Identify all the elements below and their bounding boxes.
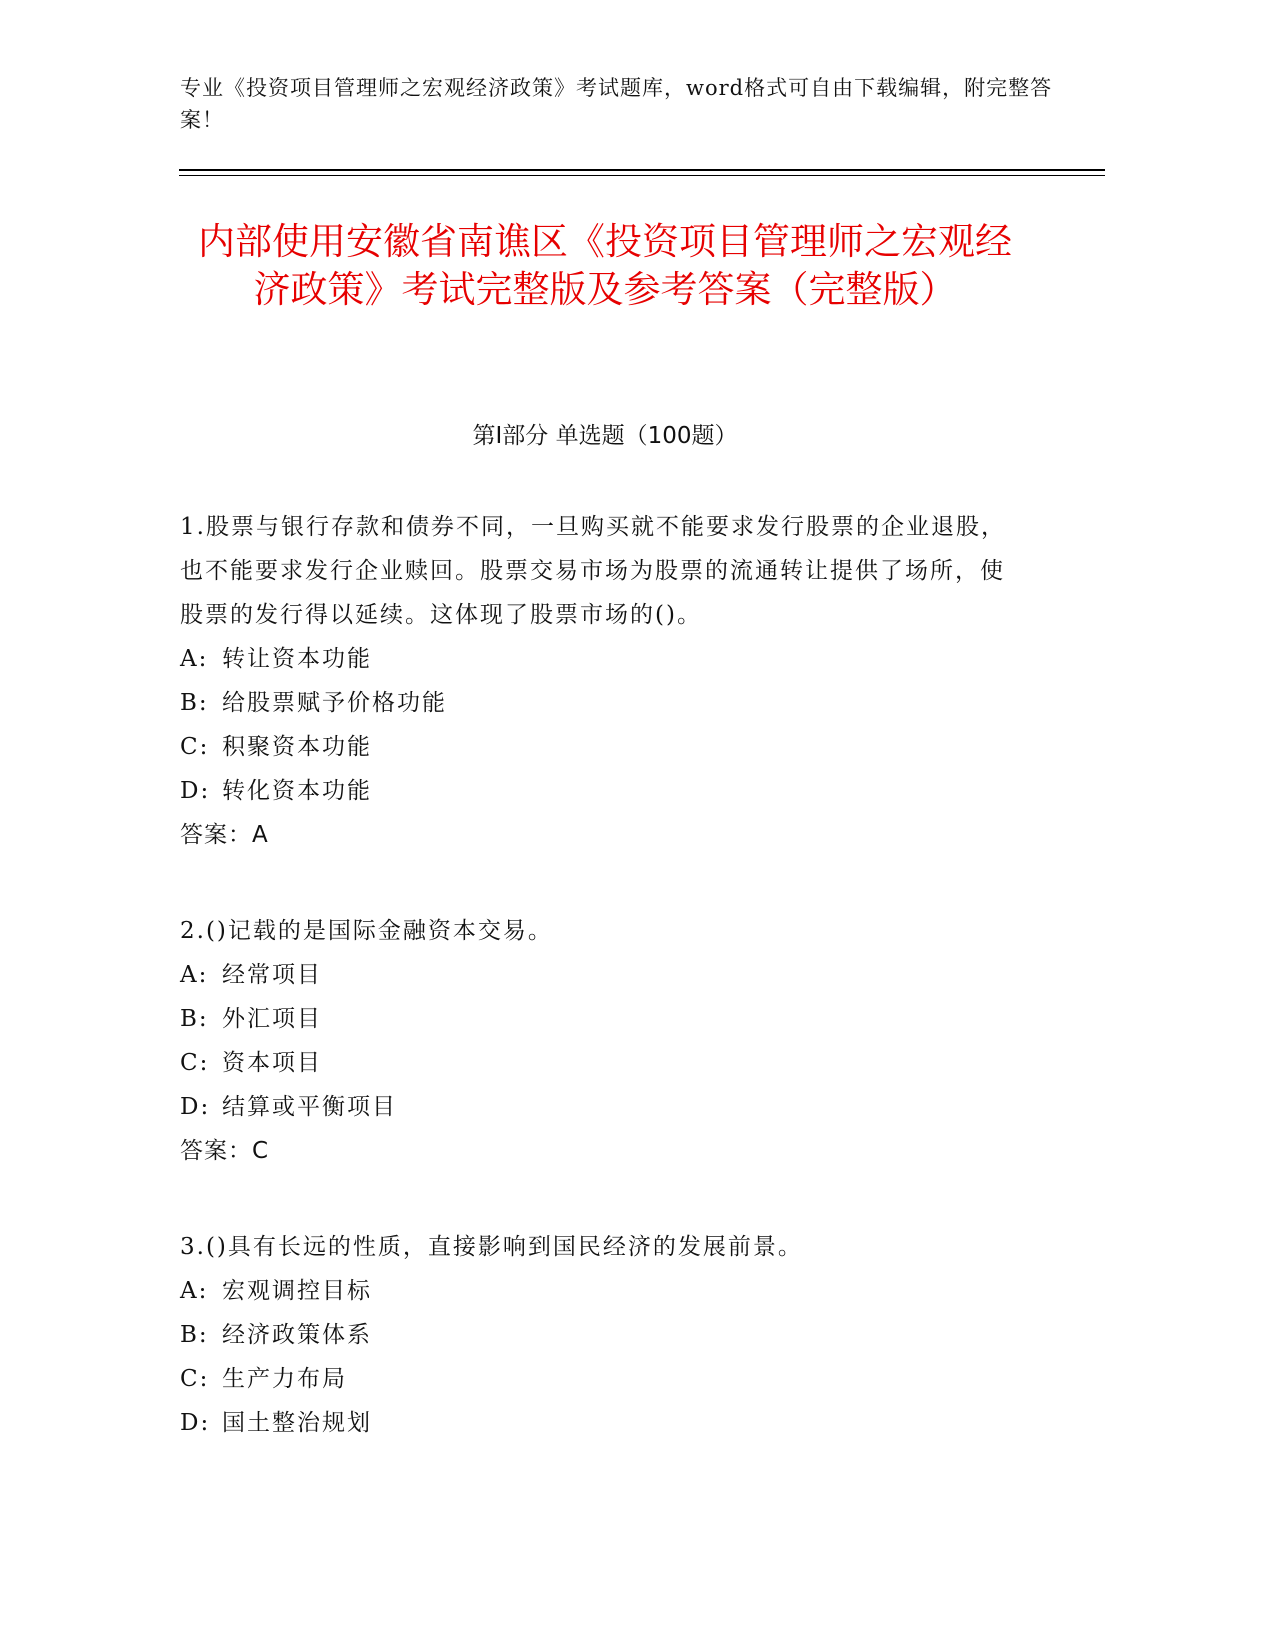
option-c	[180, 1041, 1020, 1085]
answer-value: A	[252, 822, 269, 848]
option-letter: B:	[180, 1322, 209, 1348]
question-number: 3.	[180, 1234, 206, 1260]
option-b	[180, 997, 1020, 1041]
option-b	[180, 1313, 1020, 1357]
answer-label: 答案：	[180, 1138, 252, 1164]
option-letter: D:	[180, 778, 211, 804]
question-text	[180, 909, 1020, 953]
answer-value: C	[252, 1138, 270, 1164]
option-a	[180, 953, 1020, 997]
option-letter: C:	[180, 1366, 210, 1392]
option-letter: B:	[180, 690, 209, 716]
header-rule	[179, 169, 1105, 171]
answer-line	[180, 813, 1020, 857]
option-letter: D:	[180, 1094, 211, 1120]
question-text	[180, 1225, 1020, 1269]
answer-line	[180, 1129, 1020, 1173]
option-a	[180, 637, 1020, 681]
option-text: 转化资本功能	[222, 778, 372, 804]
option-letter: D:	[180, 1410, 211, 1436]
question-list	[180, 505, 1020, 1497]
header-note: 专业《投资项目管理师之宏观经济政策》考试题库，word格式可自由下载编辑，附完整答案！	[180, 76, 1053, 132]
option-letter: A:	[180, 646, 209, 672]
option-text: 国土整治规划	[222, 1410, 372, 1436]
header-rule-thin	[179, 175, 1105, 176]
question-number: 2.	[180, 918, 206, 944]
question-2	[180, 909, 1020, 1173]
option-a	[180, 1269, 1020, 1313]
option-d	[180, 1085, 1020, 1129]
question-stem: ()记载的是国际金融资本交易。	[205, 918, 553, 944]
option-text: 给股票赋予价格功能	[222, 690, 447, 716]
option-text: 转让资本功能	[222, 646, 372, 672]
option-text: 外汇项目	[222, 1006, 322, 1032]
option-b	[180, 681, 1020, 725]
question-text	[180, 505, 1020, 637]
document-title: 内部使用安徽省南谯区《投资项目管理师之宏观经济政策》考试完整版及参考答案（完整版）	[198, 220, 1012, 311]
option-d	[180, 769, 1020, 813]
option-letter: C:	[180, 734, 210, 760]
question-stem: 股票与银行存款和债券不同，一旦购买就不能要求发行股票的企业退股，也不能要求发行企业赎回。股票交易市场为股票的流通转让提供了场所，使股票的发行得以延续。这体现了股票市场的()。	[180, 514, 1006, 628]
option-letter: A:	[180, 1278, 209, 1304]
option-letter: A:	[180, 962, 209, 988]
question-number: 1.	[180, 514, 206, 540]
section-heading: 第I部分 单选题（100题）	[472, 423, 738, 449]
option-text: 经济政策体系	[222, 1322, 372, 1348]
option-text: 宏观调控目标	[222, 1278, 372, 1304]
question-1	[180, 505, 1020, 857]
question-3	[180, 1225, 1020, 1445]
option-d	[180, 1401, 1020, 1445]
option-letter: C:	[180, 1050, 210, 1076]
option-text: 经常项目	[222, 962, 322, 988]
option-c	[180, 1357, 1020, 1401]
question-stem: ()具有长远的性质，直接影响到国民经济的发展前景。	[205, 1234, 803, 1260]
answer-label: 答案：	[180, 822, 252, 848]
option-text: 生产力布局	[222, 1366, 347, 1392]
option-letter: B:	[180, 1006, 209, 1032]
option-text: 积聚资本功能	[222, 734, 372, 760]
option-text: 结算或平衡项目	[222, 1094, 397, 1120]
option-c	[180, 725, 1020, 769]
option-text: 资本项目	[222, 1050, 322, 1076]
